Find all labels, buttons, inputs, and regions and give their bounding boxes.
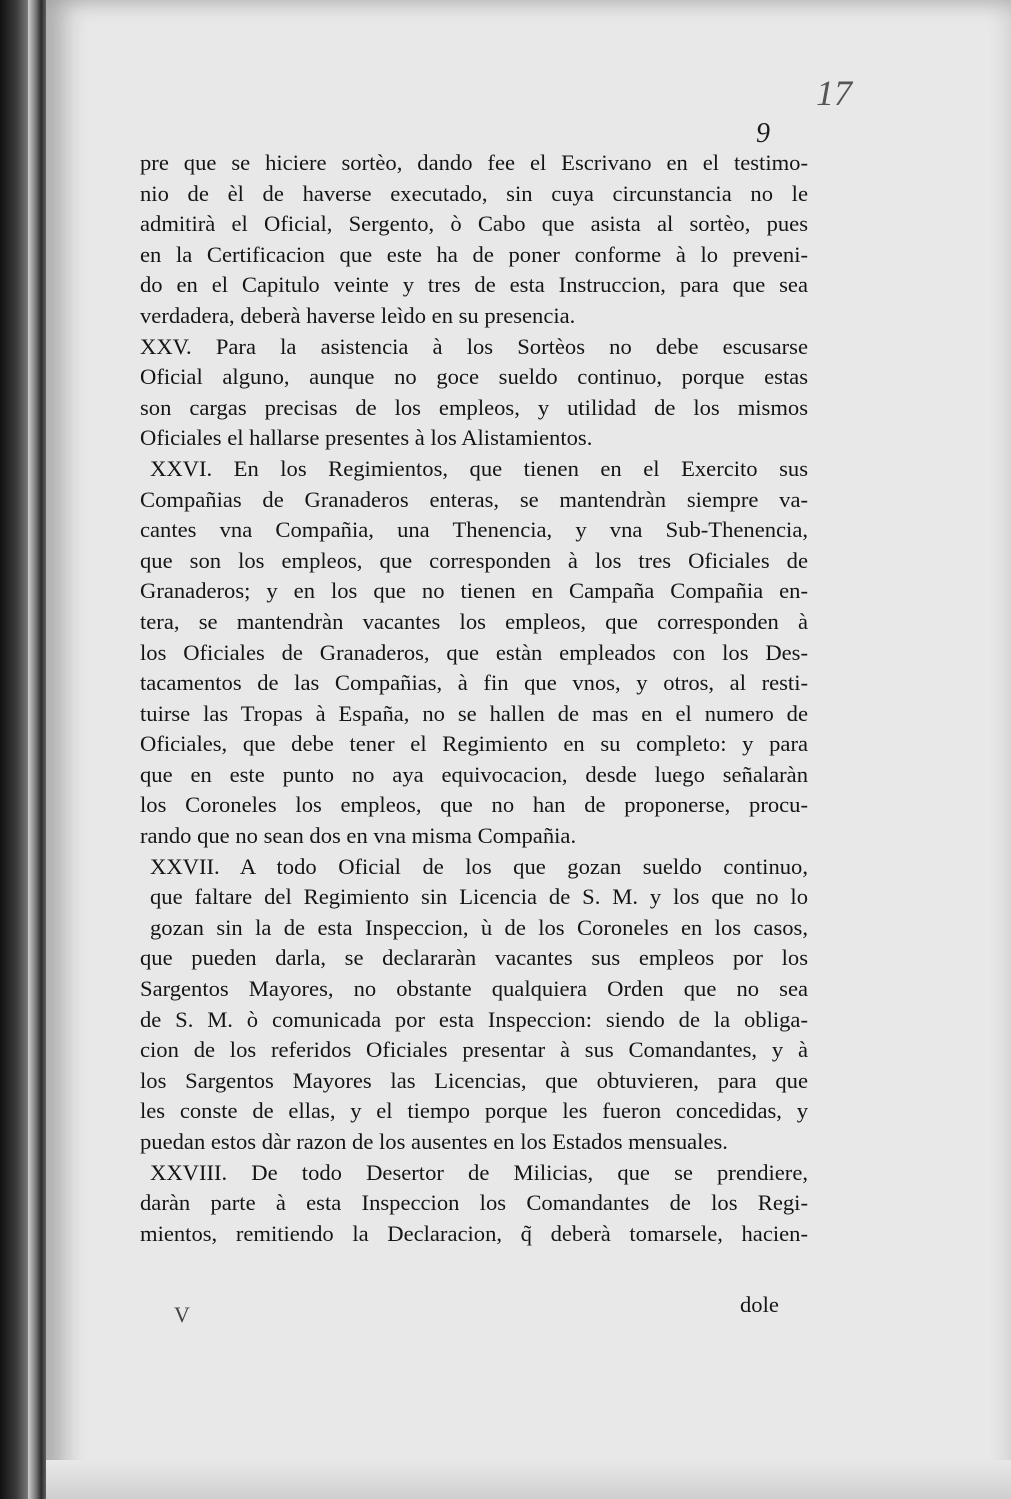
text-line: Sargentos Mayores, no obstante qualquiera Orden que no sea <box>140 976 808 1002</box>
text-line: de S. M. ò comunicada por esta Inspeccion: siendo de la obliga- <box>140 1006 808 1032</box>
text-line: Granaderos; y en los que no tienen en Campaña Compañia en- <box>140 578 808 604</box>
article-heading-line: XXVIII. De todo Desertor de Milicias, que se prendiere, <box>150 1159 808 1185</box>
text-line: son cargas precisas de los empleos, y utilidad de los mismos <box>140 394 808 420</box>
body-text <box>140 148 808 1249</box>
text-line: daràn parte à esta Inspeccion los Comandantes de los Regi- <box>140 1190 808 1216</box>
text-line: Oficiales el hallarse presentes à los Alistamientos. <box>140 425 593 451</box>
text-line: los Coroneles los empleos, que no han de proponerse, procu- <box>140 792 808 818</box>
text-line: cion de los referidos Oficiales presentar à sus Comandantes, y à <box>140 1037 808 1063</box>
text-line: verdadera, deberà haverse leìdo en su presencia. <box>140 302 576 328</box>
text-line: gozan sin la de esta Inspeccion, ù de los Coroneles en los casos, <box>150 914 808 940</box>
text-line: tacamentos de las Compañias, à fin que vnos, y otros, al resti- <box>140 670 808 696</box>
text-line: rando que no sean dos en vna misma Compañia. <box>140 823 577 849</box>
text-line: Compañias de Granaderos enteras, se mantendràn siempre va- <box>140 486 808 512</box>
text-line: les conste de ellas, y el tiempo porque les fueron concedidas, y <box>140 1098 808 1124</box>
text-line: admitirà el Oficial, Sergento, ò Cabo que asista al sortèo, pues <box>140 211 808 237</box>
text-line: Oficiales, que debe tener el Regimiento en su completo: y para <box>140 731 808 757</box>
text-line: cantes vna Compañia, una Thenencia, y vna Sub-Thenencia, <box>140 517 808 543</box>
article-heading-line: XXVI. En los Regimientos, que tienen en el Exercito sus <box>150 455 808 481</box>
text-line: tera, se mantendràn vacantes los empleos, que corresponden à <box>140 608 808 634</box>
text-line: puedan estos dàr razon de los ausentes en los Estados mensuales. <box>140 1129 728 1154</box>
stray-ink-mark: V <box>174 1302 190 1327</box>
text-line: que pueden darla, se declararàn vacantes sus empleos por los <box>140 945 808 971</box>
text-line: en la Certificacion que este ha de poner conforme à lo preveni- <box>140 241 808 267</box>
text-line: los Oficiales de Granaderos, que estàn empleados con los Des- <box>140 639 808 665</box>
text-line: do en el Capitulo veinte y tres de esta Instruccion, para que sea <box>140 272 808 298</box>
text-line: que faltare del Regimiento sin Licencia de S. M. y los que no lo <box>150 884 808 910</box>
text-line: que son los empleos, que corresponden à los tres Oficiales de <box>140 547 808 573</box>
article-heading-line: XXVII. A todo Oficial de los que gozan sueldo continuo, <box>150 853 808 879</box>
document-page <box>46 0 1011 1499</box>
text-line: Oficial alguno, aunque no goce sueldo continuo, porque estas <box>140 364 808 390</box>
catchword: dole <box>740 1292 779 1317</box>
text-line: que en este punto no aya equivocacion, desde luego señalaràn <box>140 761 808 787</box>
text-line: pre que se hiciere sortèo, dando fee el Escrivano en el testimo- <box>140 150 808 175</box>
text-line: nio de èl de haverse executado, sin cuya circunstancia no le <box>140 180 808 206</box>
page-number: 9 <box>756 118 770 149</box>
page-bottom-margin <box>46 1460 1011 1499</box>
handwritten-folio-mark: 17 <box>816 73 852 113</box>
text-line: mientos, remitiendo la Declaracion, q̃ deberà tomarsele, hacien- <box>140 1220 808 1246</box>
text-line: tuirse las Tropas à España, no se hallen de mas en el numero de <box>140 700 808 726</box>
text-line: los Sargentos Mayores las Licencias, que obtuvieren, para que <box>140 1067 808 1093</box>
article-heading-line: XXV. Para la asistencia à los Sortèos no debe escusarse <box>140 333 808 359</box>
